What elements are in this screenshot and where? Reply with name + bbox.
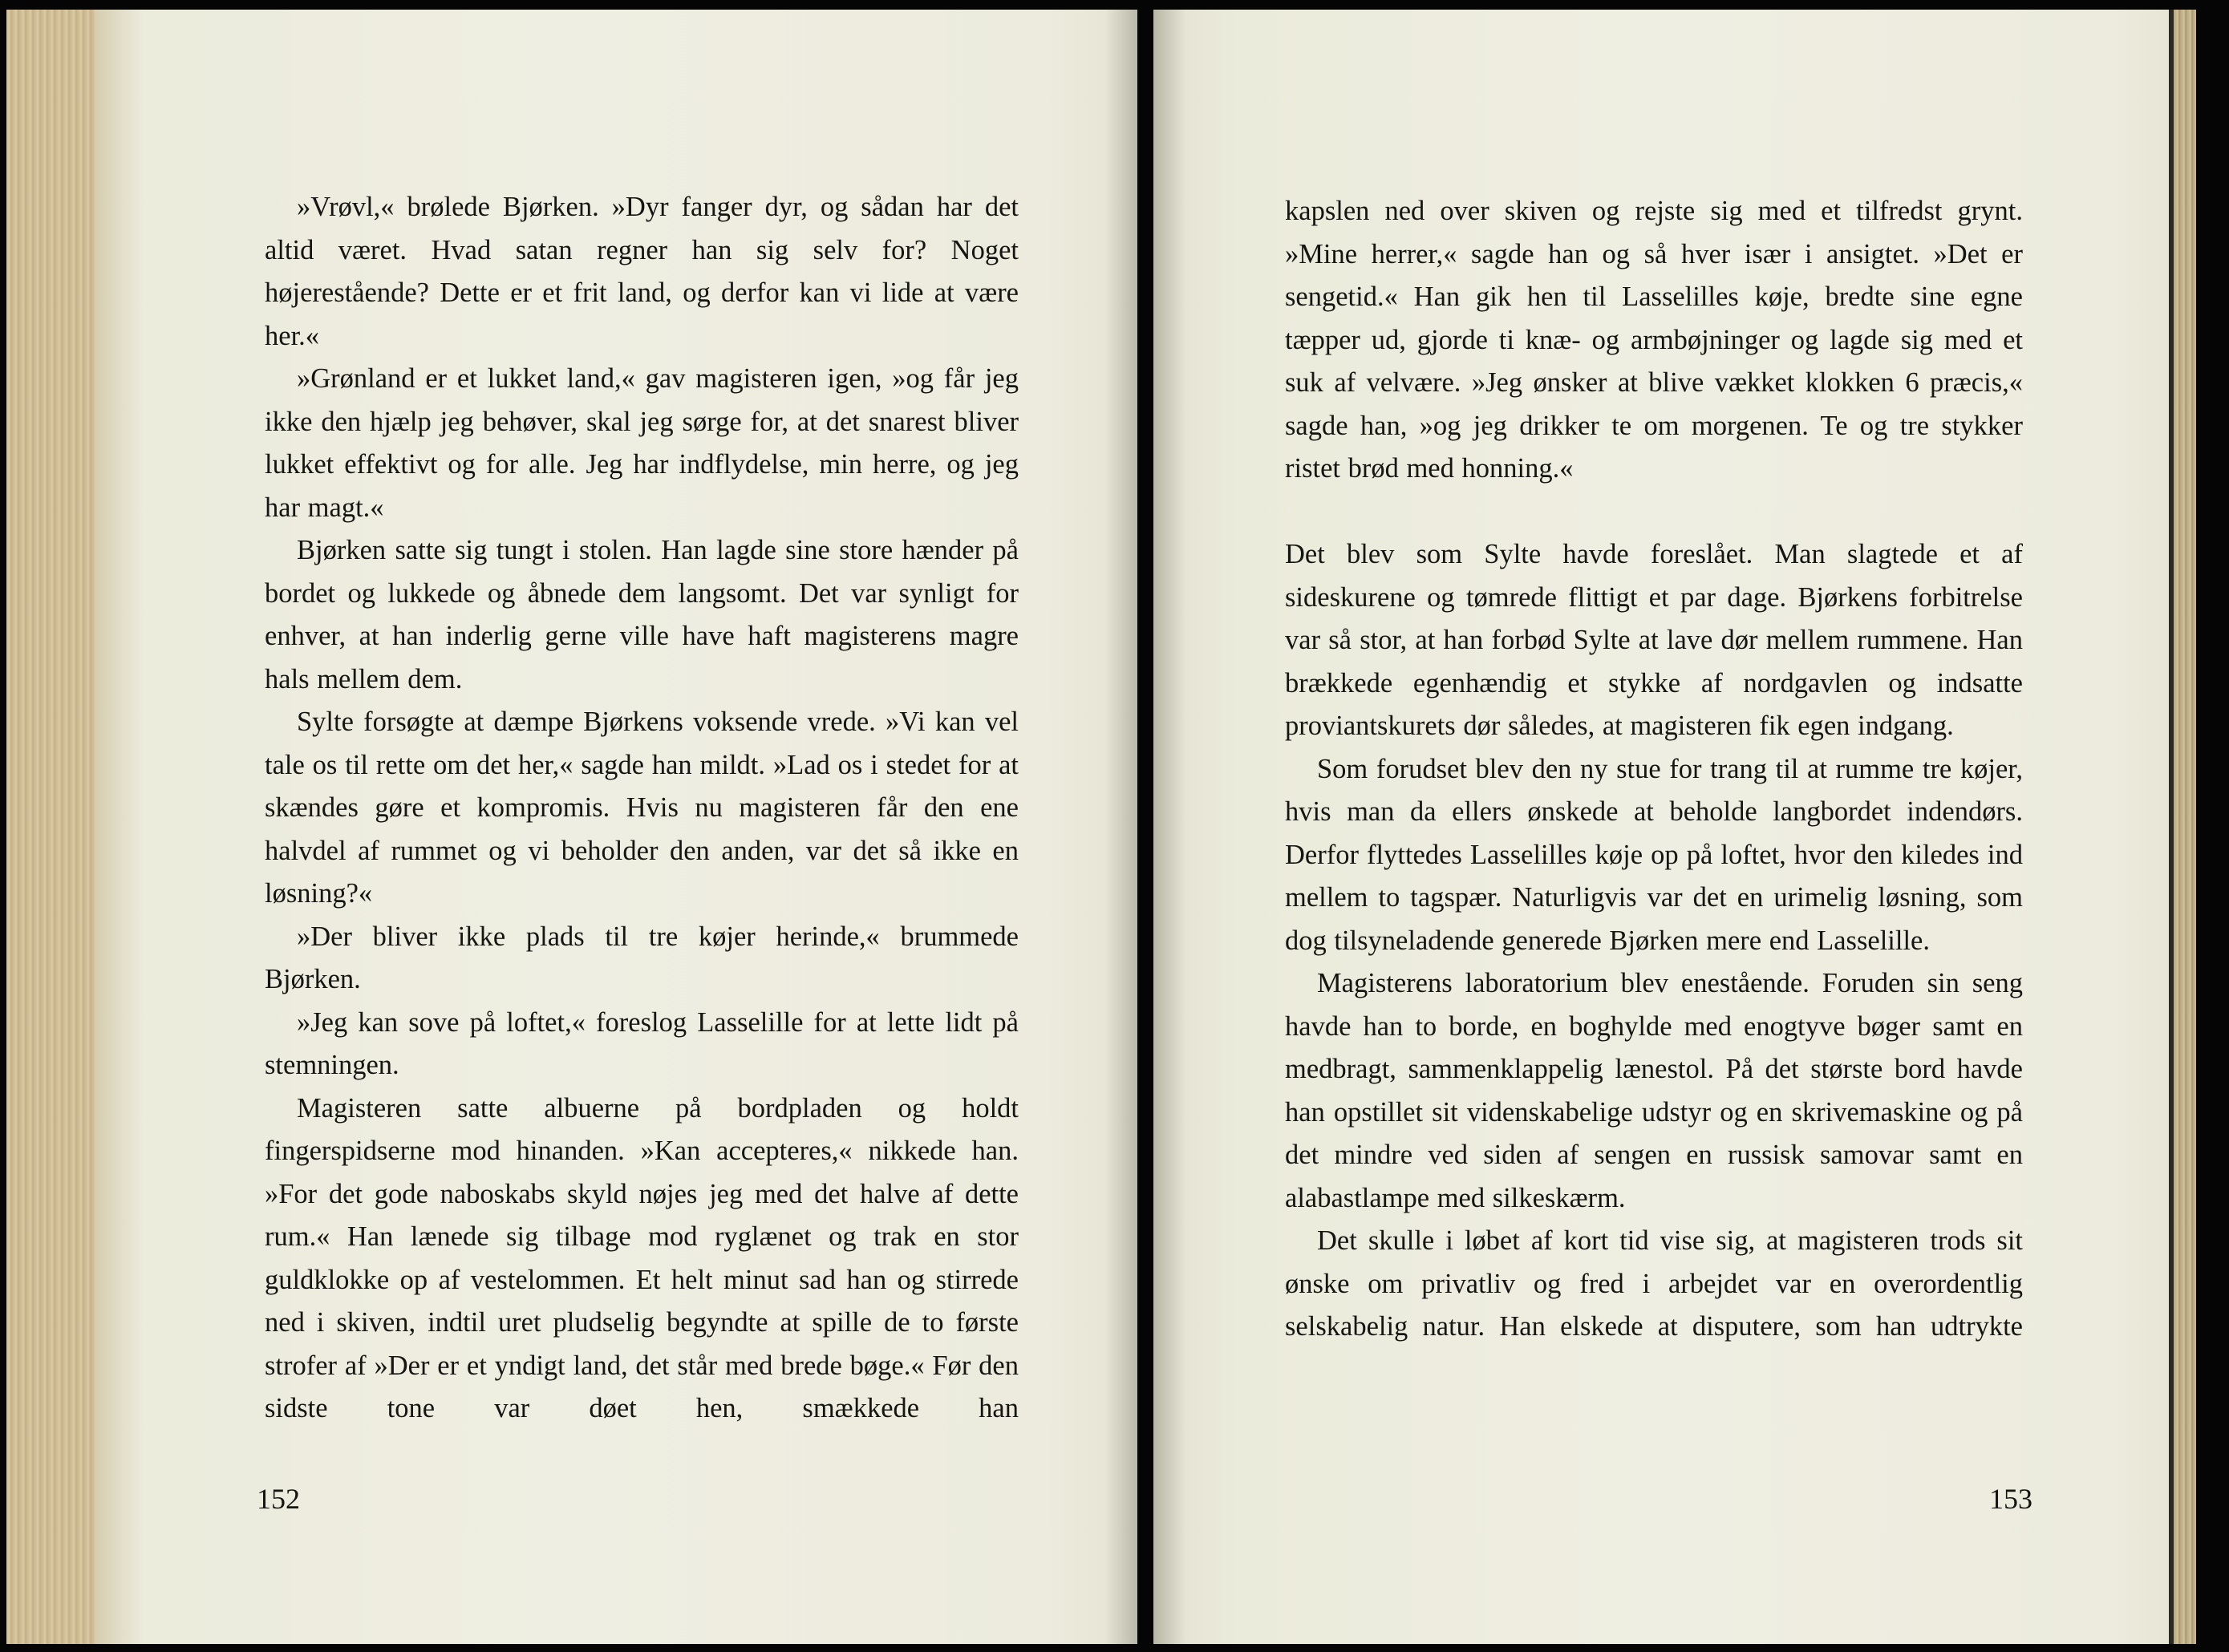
gutter-shadow [1105, 10, 1137, 1644]
paragraph: Sylte forsøgte at dæmpe Bjørkens voksende vrede. »Vi kan vel tale os til rette om det her,« sagde han mildt. »Lad os i stedet for at skændes gøre et kompromis. Hvis nu magisteren får den ene halvdel af rummet og vi beholder den anden, var det så ikke en løsning?« [265, 707, 1019, 909]
left-page [6, 10, 1137, 1644]
section-break [1285, 491, 2023, 534]
paragraph: kapslen ned over skiven og rejste sig med et tilfredst grynt. »Mine herrer,« sagde han og så hver især i ansigtet. »Det er sengetid.« Han gik hen til Lasselilles køje, bredte sine egne tæpper ud, gjorde ti knæ- og armbøjninger og lagde sig med et suk af velvære. »Jeg ønsker at blive vækket klokken 6 præcis,« sagde han, »og jeg drikker te om morgenen. Te og tre stykker ristet brød med honning.« [1285, 196, 2023, 484]
page-number-right: 153 [1989, 1483, 2032, 1515]
page-edge-shadow [95, 10, 143, 1644]
paragraph: Det blev som Sylte havde foreslået. Man slagtede et af sideskurene og tømrede flittigt et par dage. Bjørkens forbitrelse var så stor, at han forbød Sylte at lave dør mellem rummene. Han brækkede egenhændig et stykke af nordgavlen og indsatte proviantskurets dør således, at magisteren fik egen indgang. [1285, 539, 2023, 741]
paragraph: »Vrøvl,« brølede Bjørken. »Dyr fanger dyr, og sådan har det altid været. Hvad satan regner han sig selv for? Noget højerestående? Dette er et frit land, og derfor kan vi lide at være her.« [265, 192, 1019, 351]
right-page-text [1285, 190, 2023, 1349]
paragraph: Magisteren satte albuerne på bordpladen og holdt fingerspidserne mod hinanden. »Kan accepteres,« nikkede han. »For det gode naboskabs skyld nøjes jeg med det halve af dette rum.« Han lænede sig tilbage mod ryglænet og trak en stor guldklokke op af vestelommen. Et helt minut sad han og stirrede ned i skiven, indtil uret pludselig begyndte at spille de to første strofer af »Der er et yndigt land, det står med brede bøge.« Før den sidste tone var døet hen, smækkede han [265, 1092, 1019, 1423]
left-page-text [265, 186, 1019, 1431]
page-edge-shadow [2169, 10, 2174, 1644]
paragraph: »Jeg kan sove på loftet,« foreslog Lasselille for at lette lidt på stemningen. [265, 1006, 1019, 1080]
page-edges-left [6, 10, 95, 1644]
page-number-left: 152 [257, 1483, 300, 1515]
paragraph: Som forudset blev den ny stue for trang til at rumme tre køjer, hvis man da ellers ønskede at beholde langbordet indendørs. Derfor flyttedes Lasselilles køje op på loftet, hvor den kiledes ind mellem to tagspær. Naturligvis var det en urimelig løsning, som dog tilsyneladende generede Bjørken mere end Lasselille. [1285, 753, 2023, 956]
paragraph: Bjørken satte sig tungt i stolen. Han lagde sine store hænder på bordet og lukkede og åbnede dem langsomt. Det var synligt for enhver, at han inderlig gerne ville have haft magisterens magre hals mellem dem. [265, 535, 1019, 694]
right-page [1153, 10, 2196, 1644]
paragraph: Det skulle i løbet af kort tid vise sig, at magisteren trods sit ønske om privatliv og fred i arbejdet var en overordentlig selskabelig natur. Han elskede at disputere, som han udtrykte [1285, 1225, 2023, 1342]
paragraph: Magisterens laboratorium blev enestående. Foruden sin seng havde han to borde, en boghylde med enogtyve bøger samt en medbragt, sammenklappelig lænestol. På det største bord havde han opstillet sit videnskabelige udstyr og en skrivemaskine og på det mindre ved siden af sengen en russisk samovar samt en alabastlampe med silkeskærm. [1285, 968, 2023, 1213]
gutter-shadow [1153, 10, 1185, 1644]
paragraph: »Der bliver ikke plads til tre køjer herinde,« brummede Bjørken. [265, 921, 1019, 994]
paragraph: »Grønland er et lukket land,« gav magisteren igen, »og får jeg ikke den hjælp jeg behøver, skal jeg sørge for, at det snarest bliver lukket effektivt og for alle. Jeg har indflydelse, min herre, og jeg har magt.« [265, 363, 1019, 523]
